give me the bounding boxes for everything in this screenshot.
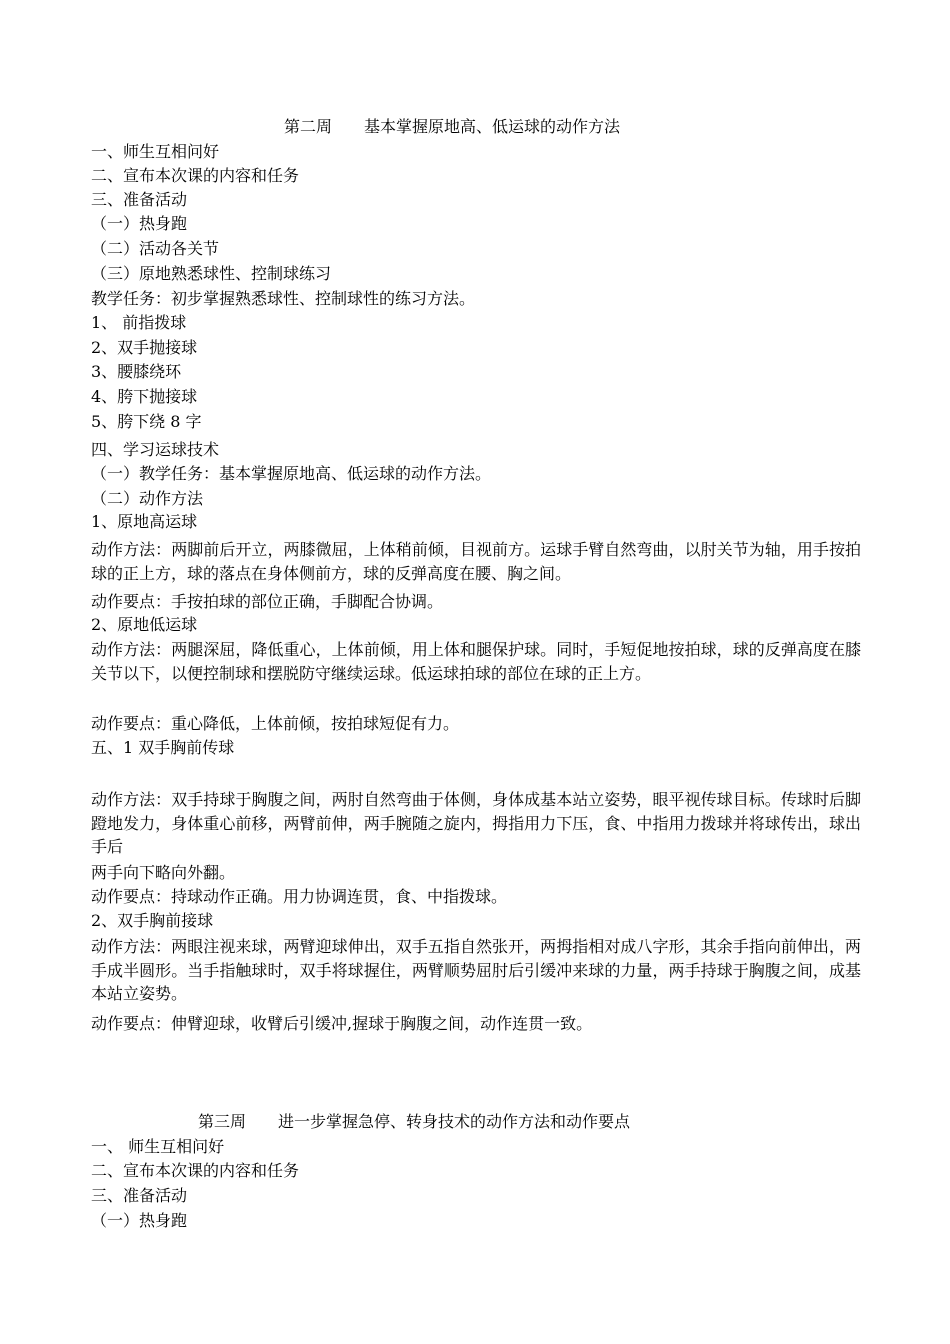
chest-pass-method-cont: 两手向下略向外翻。 xyxy=(91,863,236,882)
list-item: 一、师生互相问好 xyxy=(91,142,220,161)
high-dribble-method: 动作方法：两脚前后开立，两膝微屈，上体稍前倾，目视前方。运球手臂自然弯曲，以肘关节为轴，用手按拍球的正上方，球的落点在身体侧前方，球的反弹高度在腰、胸之间。 xyxy=(91,540,861,583)
chest-pass-key: 动作要点：持球动作正确。用力协调连贯，食、中指拨球。 xyxy=(91,887,508,906)
week3-title: 第三周 进一步掌握急停、转身技术的动作方法和动作要点 xyxy=(198,1112,631,1131)
week2-title: 第二周 基本掌握原地高、低运球的动作方法 xyxy=(284,117,621,136)
low-dribble-method: 动作方法：两腿深屈，降低重心，上体前倾，用上体和腿保护球。同时，手短促地按拍球，球的反弹高度在膝关节以下，以便控制球和摆脱防守继续运球。低运球拍球的部位在球的正上方。 xyxy=(91,640,861,683)
high-dribble-key: 动作要点：手按拍球的部位正确，手脚配合协调。 xyxy=(91,592,444,611)
list-item: 4、胯下抛接球 xyxy=(91,387,198,406)
list-item: 1、 前指拨球 xyxy=(91,313,187,332)
list-item: （一）教学任务：基本掌握原地高、低运球的动作方法。 xyxy=(91,464,492,483)
list-item: 1、原地高运球 xyxy=(91,512,198,531)
chest-catch-key: 动作要点：伸臂迎球，收臂后引缓冲,握球于胸腹之间，动作连贯一致。 xyxy=(91,1014,593,1033)
list-item: （一）热身跑 xyxy=(91,214,188,233)
list-item: 5、胯下绕 8 字 xyxy=(91,412,202,431)
list-item: 一、 师生互相问好 xyxy=(91,1137,225,1156)
list-item: 二、宣布本次课的内容和任务 xyxy=(91,166,300,185)
chest-pass-heading: 五、1 双手胸前传球 xyxy=(91,738,235,757)
list-item: 2、双手抛接球 xyxy=(91,338,198,357)
list-item: 四、学习运球技术 xyxy=(91,440,220,459)
list-item: 三、准备活动 xyxy=(91,190,188,209)
chest-pass-method: 动作方法：双手持球于胸腹之间，两肘自然弯曲于体侧，身体成基本站立姿势，眼平视传球目标。传球时后脚蹬地发力，身体重心前移，两臂前伸，两手腕随之旋内，拇指用力下压，食、中指用力拨球并将球传出，球出手后 xyxy=(91,790,861,856)
list-item: （三）原地熟悉球性、控制球练习 xyxy=(91,264,332,283)
list-item: 二、宣布本次课的内容和任务 xyxy=(91,1161,300,1180)
list-item: 三、准备活动 xyxy=(91,1186,188,1205)
list-item: 教学任务：初步掌握熟悉球性、控制球性的练习方法。 xyxy=(91,289,476,308)
low-dribble-key: 动作要点：重心降低，上体前倾，按拍球短促有力。 xyxy=(91,714,460,733)
list-item: （一）热身跑 xyxy=(91,1211,188,1230)
chest-catch-method: 动作方法：两眼注视来球，两臂迎球伸出，双手五指自然张开，两拇指相对成八字形，其余手指向前伸出，两手成半圆形。当手指触球时，双手将球握住，两臂顺势屈肘后引缓冲来球的力量，两手持球于胸腹之间，成基本站立姿势。 xyxy=(91,937,861,1003)
list-item: （二）动作方法 xyxy=(91,489,204,508)
chest-catch-heading: 2、双手胸前接球 xyxy=(91,911,214,930)
list-item: （二）活动各关节 xyxy=(91,239,220,258)
low-dribble-heading: 2、原地低运球 xyxy=(91,615,198,634)
list-item: 3、腰膝绕环 xyxy=(91,362,182,381)
